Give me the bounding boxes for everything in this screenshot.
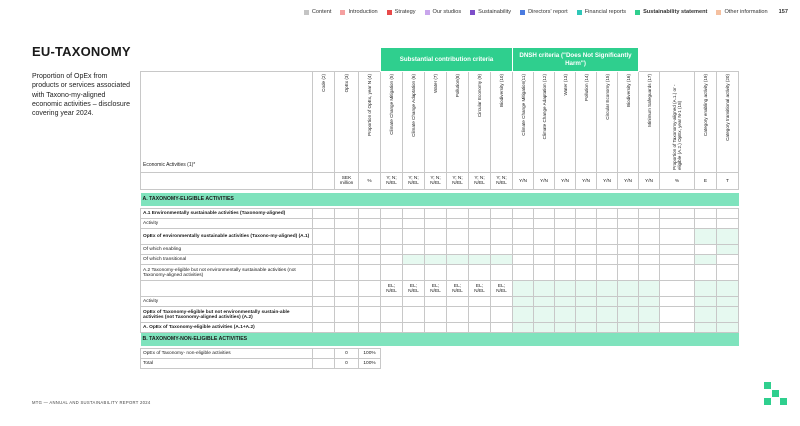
column-header-row [141,72,739,173]
unit-cell: Y/N [576,173,597,190]
column-header: Circular Economy (9) [469,72,491,173]
section-b-heading: B. TAXONOMY-NON-ELIGIBLE ACTIVITIES [141,333,739,346]
unit-cell: % [359,173,381,190]
table-row [141,229,739,245]
column-header: Climate Change Adaptation (6) [403,72,425,173]
unit-cell: Y; N; N/EL [403,173,425,190]
nav-color-square [387,10,392,15]
nav-color-square [716,10,721,15]
nav-label: Content [311,9,332,15]
proportion-value: 100% [359,349,381,359]
table-row [141,281,739,297]
column-header: Climate Change Mitigation (5) [381,72,403,173]
el-cell: EL; N/EL [403,281,425,297]
nav-label: Strategy [394,9,416,15]
nav-label: Sustainability [478,9,512,15]
column-header: Water (13) [555,72,576,173]
group-header-row [141,48,739,72]
row-label: OpEx of Taxonomy- non-eligible activities [141,349,313,359]
column-header: Climate Change Adaptation (12) [534,72,555,173]
column-header: Climate Change Mitigation(11) [513,72,534,173]
unit-cell: Y; N; N/EL [381,173,403,190]
unit-cell: Y; N; N/EL [469,173,491,190]
nav-item-strategy[interactable] [387,9,416,15]
nav-label: Directors' report [528,9,568,15]
row-label: Activity [141,297,313,307]
column-header: Minimum Safeguards (17) [639,72,660,173]
unit-cell: Y; N; N/EL [425,173,447,190]
nav-item-sustainability[interactable] [470,9,511,15]
column-header: Category enabling activity (19) [695,72,717,173]
footer-text: MTG — ANNUAL AND SUSTAINABILITY REPORT 2024 [32,400,151,405]
unit-cell: Y/N [597,173,618,190]
table-row [141,323,739,333]
table-row [141,219,739,229]
dnsh-group: DNSH criteria ("Does Not Significantly Harm") [513,48,639,72]
table-row [141,209,739,219]
econ-activities-header: Economic Activities (1)* [141,72,313,173]
row-label: OpEx of environmentally sustainable activities (Taxono-my-aligned) (A.1) [141,229,313,245]
unit-cell: % [660,173,695,190]
table-row [141,255,739,265]
nav-color-square [304,10,309,15]
nav-color-square [425,10,430,15]
column-header: Pollution (14) [576,72,597,173]
row-label: Of which transitional [141,255,313,265]
unit-cell: E [695,173,717,190]
opex-value: 0 [335,359,359,369]
nav-item-directors-report[interactable] [520,9,568,15]
unit-cell: Y; N; N/EL [491,173,513,190]
el-cell: EL; N/EL [381,281,403,297]
nav-label: Sustainability statement [643,9,708,15]
mtg-logo-icon [764,382,788,406]
unit-cell: Y/N [555,173,576,190]
column-header: Circular Economy (15) [597,72,618,173]
column-header: Proportion of OpEx, year N (4) [359,72,381,173]
row-label: A.1 Environmentally sustainable activities (Taxonomy-aligned) [141,209,313,219]
unit-cell: Y/N [513,173,534,190]
nav-color-square [470,10,475,15]
nav-label: Our studios [432,9,462,15]
nav-item-financial-reports[interactable] [577,9,626,15]
substantial-contribution-group: Substantial contribution criteria [381,48,513,72]
proportion-value: 100% [359,359,381,369]
unit-cell: T [717,173,739,190]
table-row [141,349,739,359]
column-header: OpEx (3) [335,72,359,173]
table-row [141,265,739,281]
column-header: Biodiversity (10) [491,72,513,173]
column-header: Code (2) [313,72,335,173]
unit-cell: Y/N [534,173,555,190]
nav-item-introduction[interactable] [340,9,377,15]
row-label: Of which enabling [141,245,313,255]
table-row [141,307,739,323]
row-label: Total [141,359,313,369]
nav-label: Other information [724,9,768,15]
el-cell: EL; N/EL [491,281,513,297]
page-title: EU-TAXONOMY [32,44,131,59]
column-header: Water (7) [425,72,447,173]
column-header: Pollution(8) [447,72,469,173]
nav-color-square [520,10,525,15]
page-number: 157 [778,9,788,15]
row-label: Activity [141,219,313,229]
nav-color-square [340,10,345,15]
unit-cell: Y/N [618,173,639,190]
section-b-row [141,333,739,346]
table-row [141,359,739,369]
row-label: A. OpEx of Taxonomy-eligible activities (A.1+A.2) [141,323,313,333]
nav-label: Financial reports [584,9,627,15]
opex-value: 0 [335,349,359,359]
nav-color-square [577,10,582,15]
row-label: OpEx of Taxonomy-eligible but not environmentally sustain-able activities (not Taxonomy-aligned activities) (A.2) [141,307,313,323]
table-row [141,297,739,307]
el-cell: EL; N/EL [425,281,447,297]
el-cell: EL; N/EL [469,281,491,297]
unit-cell: SEK million [335,173,359,190]
nav-label: Introduction [348,9,378,15]
top-navigation [304,9,788,15]
el-cell: EL; N/EL [447,281,469,297]
unit-cell: Y; N; N/EL [447,173,469,190]
nav-color-square [635,10,640,15]
column-header: Proportion of Taxonomy-aligned (A.1.) or -eligible (A.2.) OpEx, year N-1 (18) [660,72,695,173]
intro-text: Proportion of OpEx from products or services associated with Taxono-my-aligned economic activities – disclosure covering year 2024. [32,73,131,118]
section-a-row [141,193,739,206]
column-header: Category transitional activity (20) [717,72,739,173]
nav-item-our-studios[interactable] [425,9,462,15]
taxonomy-table [140,47,739,369]
table-row [141,245,739,255]
nav-item-other-information[interactable] [716,9,767,15]
unit-cell: Y/N [639,173,660,190]
row-label: A.2 Taxonomy-eligible but not environmentally sustainable activities (not Taxonomy-aligned activities) [141,265,313,281]
section-a-heading: A. TAXONOMY-ELIGIBLE ACTIVITIES [141,193,739,206]
unit-row [141,173,739,190]
column-header: Biodiversity (16) [618,72,639,173]
nav-item-content[interactable] [304,9,332,15]
nav-item-sustainability-statement[interactable] [635,9,707,15]
